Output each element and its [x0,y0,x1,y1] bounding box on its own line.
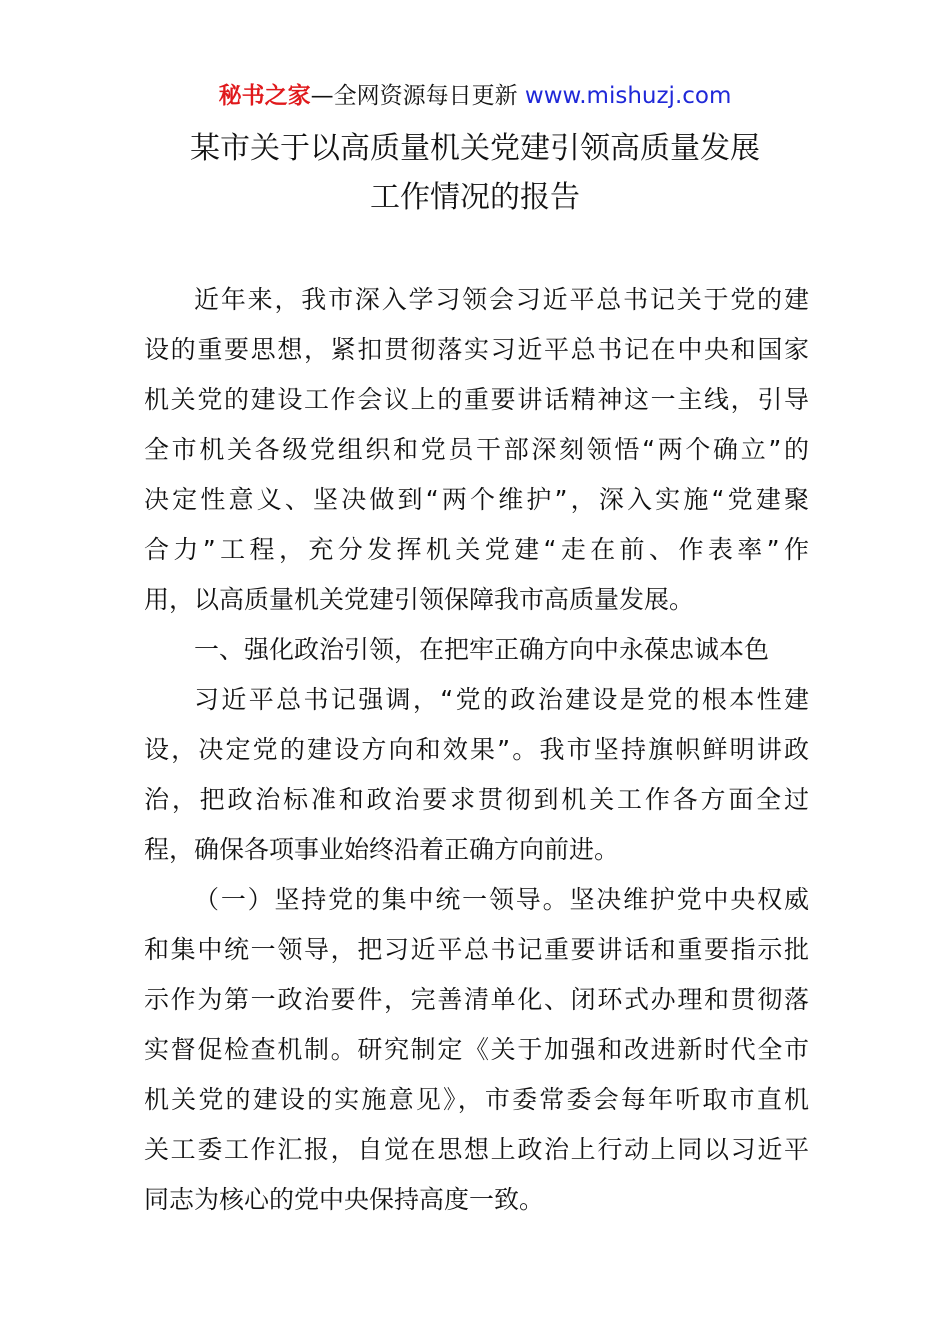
paragraph-intro [144,275,809,625]
text-line: 机关党的建设的实施意见》，市委常委会每年听取市直机 [144,1085,809,1114]
text-line: 程，确保各项事业始终沿着正确方向前进。 [144,835,620,864]
text-line: 治，把政治标准和政治要求贯彻到机关工作各方面全过 [144,785,809,814]
text-line: 机关党的建设工作会议上的重要讲话精神这一主线，引导 [144,385,809,414]
text-line: 用，以高质量机关党建引领保障我市高质量发展。 [144,585,695,614]
document-title-line-1: 某市关于以高质量机关党建引领高质量发展 [190,131,760,166]
text-line: 习近平总书记强调，“党的政治建设是党的根本性建 [194,685,809,714]
text-line: （一）坚持党的集中统一领导。坚决维护党中央权威 [194,885,809,914]
text-line: 和集中统一领导，把习近平总书记重要讲话和重要指示批 [144,935,809,964]
text-line: 全市机关各级党组织和党员干部深刻领悟“两个确立”的 [144,435,809,464]
paragraph-leadership [144,875,809,1225]
text-line: 设，决定党的建设方向和效果”。我市坚持旗帜鲜明讲政 [144,735,809,764]
text-line: 合力”工程，充分发挥机关党建“走在前、作表率”作 [144,535,809,564]
section-heading [144,625,809,675]
text-line: 设的重要思想，紧扣贯彻落实习近平总书记在中央和国家 [144,335,809,364]
text-line: 示作为第一政治要件，完善清单化、闭环式办理和贯彻落 [144,985,809,1014]
text-line: 决定性意义、坚决做到“两个维护”，深入实施“党建聚 [144,485,809,514]
paragraph-political [144,675,809,875]
document-body [144,275,809,1225]
text-line: 实督促检查机制。研究制定《关于加强和改进新时代全市 [144,1035,809,1064]
brand-name: 秘书之家 [218,83,311,109]
section-heading-text: 一、强化政治引领，在把牢正确方向中永葆忠诚本色 [194,635,770,664]
text-line: 同志为核心的党中央保持高度一致。 [144,1185,545,1214]
text-line: 近年来，我市深入学习领会习近平总书记关于党的建 [194,285,809,314]
site-header [0,80,950,112]
site-url-link[interactable]: www.mishuzj.com [524,83,732,109]
text-line: 关工委工作汇报，自觉在思想上政治上行动上同以习近平 [144,1135,809,1164]
document-title-line-2: 工作情况的报告 [370,180,580,215]
header-tagline: —全网资源每日更新 [310,83,525,109]
